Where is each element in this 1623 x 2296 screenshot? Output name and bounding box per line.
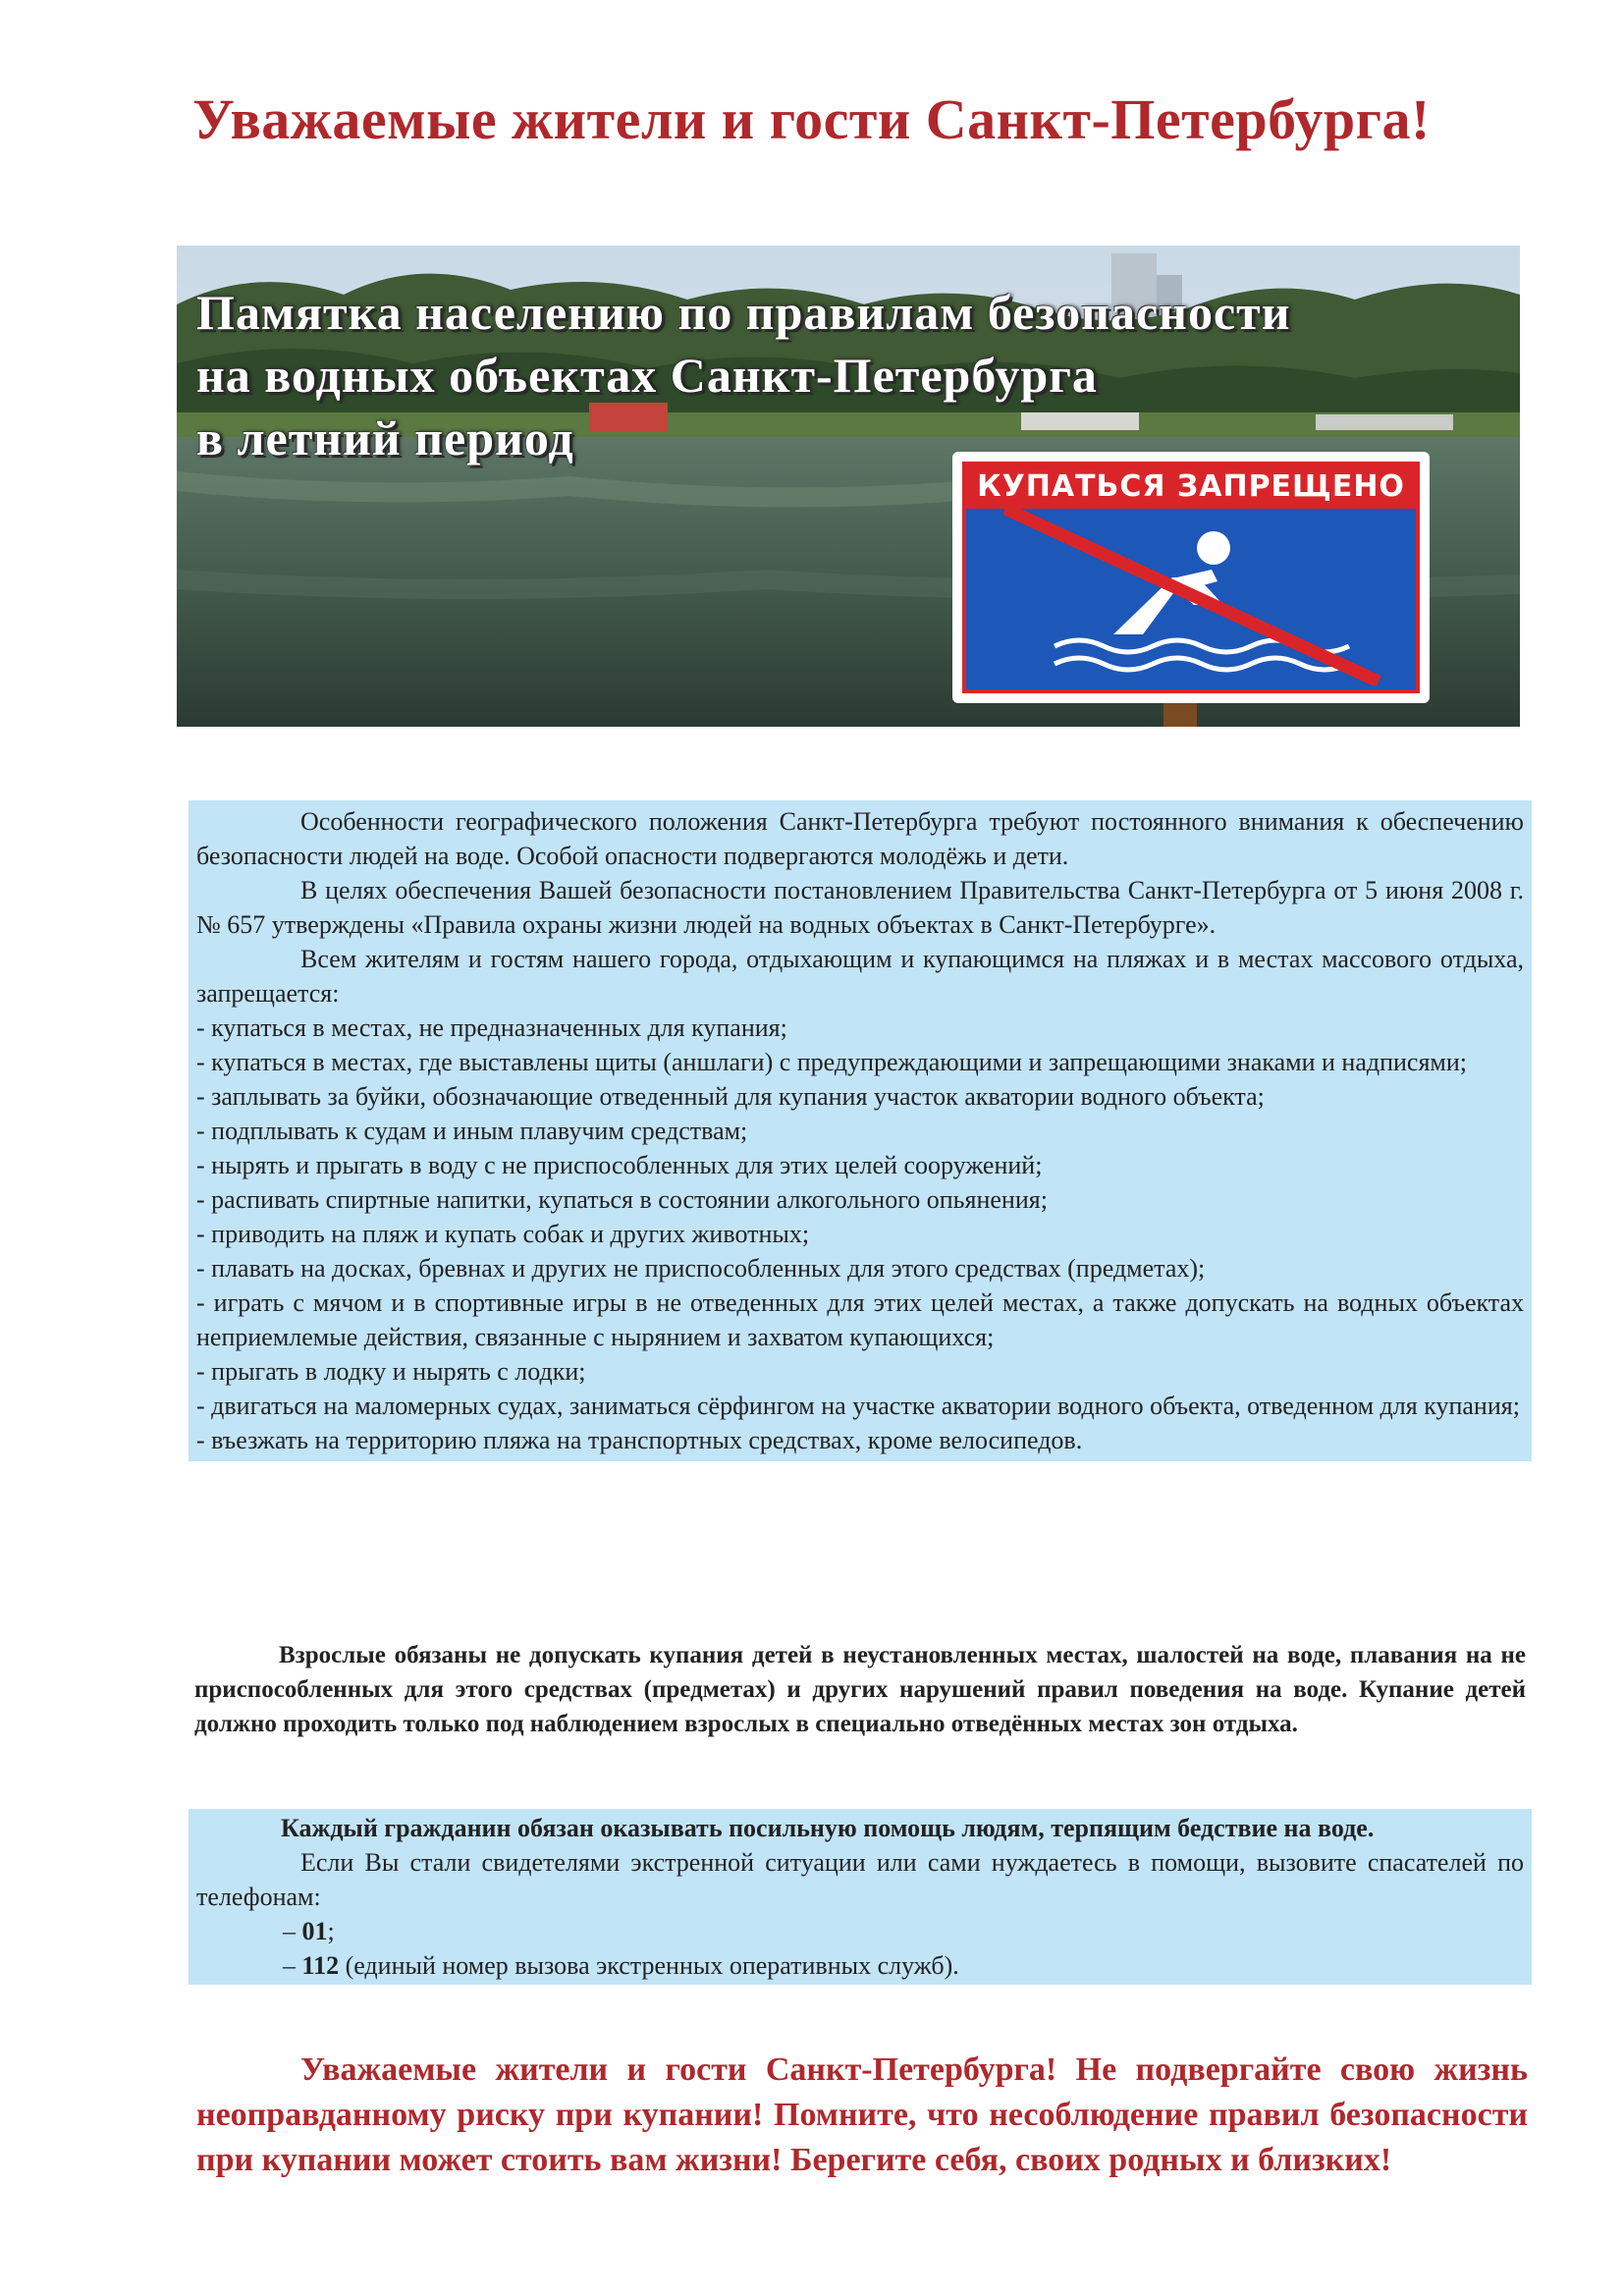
prohibition-item: - приводить на пляж и купать собак и других животных; [196,1220,810,1248]
prohibition-item: - купаться в местах, не предназначенных для купания; [196,1013,787,1042]
phone-item: – 01; [283,1917,335,1945]
intro-paragraph: Особенности географического положения Санкт-Петербурга требуют постоянного внимания к обеспечению безопасности людей на воде. Особой опасности подвергаются молодёжь и дети. [196,807,1524,870]
phone-number: 112 [301,1951,340,1980]
prohibition-item: - прыгать в лодку и нырять с лодки; [196,1357,586,1386]
phone-list [196,1914,1524,1983]
prohibition-item: - купаться в местах, где выставлены щиты (аншлаги) с предупреждающими и запрещающими знаками и надписями; [196,1048,1468,1076]
sign-post [1163,703,1197,727]
prohibition-item: - плавать на досках, бревнах и других не приспособленных для этого средствах (предметах); [196,1254,1206,1283]
prohibition-item: - двигаться на маломерных судах, заниматься сёрфингом на участке акватории водного объекта, отведенном для купания; [196,1392,1520,1420]
prohibition-item: - заплывать за буйки, обозначающие отведенный для купания участок акватории водного объекта; [196,1082,1265,1111]
banner-title [196,281,1473,469]
call-paragraph: Если Вы стали свидетелями экстренной ситуации или сами нуждаетесь в помощи, вызовите спасателей по телефонам: [196,1848,1524,1911]
sign-label: КУПАТЬСЯ ЗАПРЕЩЕНО [966,465,1416,509]
phone-number: 01 [301,1917,328,1945]
phone-item: – 112 (единый номер вызова экстренных оперативных служб). [283,1951,959,1980]
no-swimming-sign [952,452,1430,703]
no-swimming-icon [966,509,1416,685]
page-title: Уважаемые жители и гости Санкт-Петербурга! [192,87,1431,151]
banner-title-line: Памятка населению по правилам безопасности [196,285,1291,340]
prohibition-item: - распивать спиртные напитки, купаться в состоянии алкогольного опьянения; [196,1185,1048,1214]
closing-appeal: Уважаемые жители и гости Санкт-Петербурга! Не подвергайте свою жизнь неоправданному риску при купании! Помните, что несоблюдение правил безопасности при купании может стоить вам жизни! Берегите себя, своих родных и близких! [196,2051,1528,2178]
banner-title-line: в летний период [196,410,574,465]
prohibition-item: - нырять и прыгать в воду с не приспособленных для этих целей сооружений; [196,1151,1043,1179]
prohibitions-list [196,1011,1524,1457]
adults-paragraph: Взрослые обязаны не допускать купания детей в неустановленных местах, шалостей на воде, плавания на не приспособленных для этого средствах (предметах) и других нарушений правил поведения на воде. Купание детей должно проходить только под наблюдением взрослых в специально отведённых местах зон отдыха. [194,1642,1526,1737]
intro-paragraph: В целях обеспечения Вашей безопасности постановлением Правительства Санкт-Петербурга от 5 июня 2008 г. № 657 утверждены «Правила охраны жизни людей на водных объектах в Санкт-Петербурге». [196,876,1524,939]
prohibition-item: - подплывать к судам и иным плавучим средствам; [196,1117,748,1145]
intro-paragraph: Всем жителям и гостям нашего города, отдыхающим и купающимся на пляжах и в местах массового отдыха, запрещается: [196,945,1524,1008]
rules-box [189,800,1532,1461]
duty-paragraph: Каждый гражданин обязан оказывать посильную помощь людям, терпящим бедствие на воде. [281,1814,1375,1842]
help-box [189,1809,1532,1985]
prohibition-item: - въезжать на территорию пляжа на транспортных средствах, кроме велосипедов. [196,1426,1083,1454]
prohibition-item: - играть с мячом и в спортивные игры в не отведенных для этих целей местах, а также допускать на водных объектах неприемлемые действия, связанные с нырянием и захватом купающихся; [196,1288,1524,1351]
banner-title-line: на водных объектах Санкт-Петербурга [196,348,1098,403]
banner-photo [177,246,1520,727]
